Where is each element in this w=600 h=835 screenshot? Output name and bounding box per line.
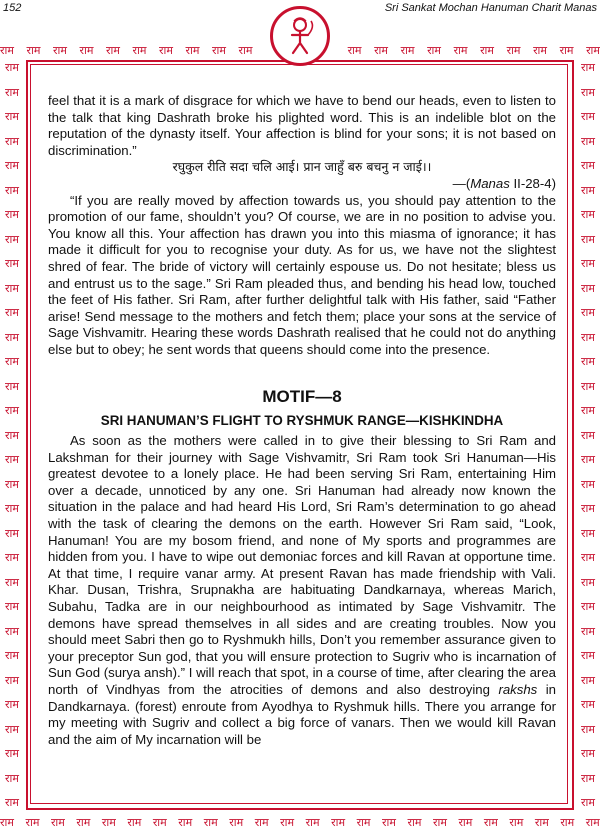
border-word: राम xyxy=(581,526,595,540)
border-word: राम xyxy=(26,43,41,57)
border-word: राम xyxy=(0,815,14,829)
border-word: राम xyxy=(581,183,595,197)
border-word: राम xyxy=(533,43,547,57)
border-word: राम xyxy=(53,43,67,57)
border-word: राम xyxy=(79,43,94,57)
border-word: राम xyxy=(432,815,447,829)
border-word: राम xyxy=(382,815,396,829)
border-word: राम xyxy=(101,815,116,829)
border-word: राम xyxy=(5,771,19,785)
border-word: राम xyxy=(581,575,595,589)
border-word: राम xyxy=(238,43,253,57)
border-word: राम xyxy=(5,404,19,417)
border-word: राम xyxy=(5,649,19,662)
border-word: राम xyxy=(581,404,595,417)
border-word: राम xyxy=(581,600,595,613)
section-title: MOTIF—8 xyxy=(262,386,342,406)
border-word: राम xyxy=(581,502,595,515)
border-word: राम xyxy=(0,43,14,57)
border-word: राम xyxy=(581,747,595,760)
border-word: राम xyxy=(560,815,575,829)
border-word: राम xyxy=(534,815,549,829)
border-word: राम xyxy=(5,232,19,246)
border-word: राम xyxy=(5,183,19,197)
border-word: राम xyxy=(212,43,226,57)
border-word: राम xyxy=(581,796,595,809)
border-word: राम xyxy=(581,624,595,638)
border-word: राम xyxy=(581,134,595,148)
border-word: राम xyxy=(5,208,19,221)
border-word: राम xyxy=(581,453,595,466)
border-word: राम xyxy=(407,815,422,829)
running-title: Sri Sankat Mochan Hanuman Charit Manas xyxy=(384,2,597,14)
paragraph: feel that it is a mark of disgrace for which we have to bend our heads, even to listen to the talk that king Dashrath broke his plighted word. This is an indelible blot on the reputation of the dynasty itself. Your affection is blind for your sons; it is not based on discrimination.” xyxy=(48,93,556,158)
border-word: राम xyxy=(5,575,19,589)
border-word: राम xyxy=(5,477,19,491)
border-word: राम xyxy=(581,477,595,491)
border-word: राम xyxy=(586,43,600,57)
border-word: राम xyxy=(5,526,19,540)
border-word: राम xyxy=(581,232,595,246)
border-word: राम xyxy=(581,208,595,221)
border-word: राम xyxy=(5,379,19,393)
border-word: राम xyxy=(581,159,595,172)
border-word: राम xyxy=(5,796,19,809)
border-word: राम xyxy=(5,257,19,270)
border-word: राम xyxy=(132,43,147,57)
border-word: राम xyxy=(506,43,521,57)
border-word: राम xyxy=(203,815,218,829)
border-word: राम xyxy=(5,453,19,466)
border-word: राम xyxy=(427,43,441,57)
border-word: राम xyxy=(5,330,19,344)
border-word: राम xyxy=(581,257,595,270)
border-word: राम xyxy=(305,815,320,829)
page-number: 152 xyxy=(3,2,22,14)
section-subtitle: SRI HANUMAN’S FLIGHT TO RYSHMUK RANGE—KISHKINDHA xyxy=(100,412,504,428)
border-left xyxy=(0,60,24,810)
border-word: राम xyxy=(254,815,269,829)
border-word: राम xyxy=(581,281,595,295)
border-word: राम xyxy=(5,85,19,99)
border-word: राम xyxy=(5,428,19,442)
border-word: राम xyxy=(581,110,595,123)
border-word: राम xyxy=(581,61,595,74)
border-word: राम xyxy=(356,815,371,829)
border-word: राम xyxy=(5,281,19,295)
border-word: राम xyxy=(106,43,120,57)
border-word: राम xyxy=(581,85,595,99)
border-word: राम xyxy=(5,110,19,123)
border-word: राम xyxy=(509,815,524,829)
border-word: राम xyxy=(581,551,595,564)
border-word: राम xyxy=(483,815,498,829)
border-word: राम xyxy=(5,134,19,148)
border-word: राम xyxy=(480,43,494,57)
hanuman-emblem-icon xyxy=(270,6,330,66)
border-word: राम xyxy=(581,722,595,736)
border-word: राम xyxy=(152,815,167,829)
border-word: राम xyxy=(347,43,362,57)
border-word: राम xyxy=(76,815,91,829)
border-word: राम xyxy=(185,43,200,57)
border-word: राम xyxy=(5,551,19,564)
border-word: राम xyxy=(178,815,193,829)
border-word: राम xyxy=(581,379,595,393)
border-word: राम xyxy=(5,747,19,760)
border-word: राम xyxy=(5,600,19,613)
border-word: राम xyxy=(5,502,19,515)
paragraph: As soon as the mothers were called in to give their blessing to Sri Ram and Lakshman for their journey with Sage Vishvamitr, Sri Ram took Sri Hanuman—His greatest devotee to a lonely place. He had been serving Sri Ram, entertaining Him over a decade, unnoticed by any one. Sri Hanuman had already now known the situation in the palace and had heard His Lord, Sri Ram’s determination to go ahead with the task of clearing the demons on the earth. However Sri Ram said, “Look, Hanuman! You are my bosom friend, and none of My sports and programmes are hidden from you. I have to wipe out demoniac forces and kill Ravan at opportune time. At that time, I require vanar army. At present Ravan has made friendship with Vali. Khar. Dusan, Trishra, Srupnakha are habituating Dandkarnaya, whereas Marich, Subahu, Tadka are in our neighbourhood as intimated by Sage Vishvamitr. The demons have spread themselves in all sides and are creating troubles. Now you should meet Sabri then go to Ryshmukh hills, Don’t you remember assurance given to your preceptor Sun god, that you will ensure protection to Sugriv who is incarnation of Sun God (surya ansh).” I will reach that spot, in a course of time, after clearing the area north of Vindhyas from the atrocities of demons and also destroying rakshs in Dandkarnaya. (forest) enroute from Ayodhya to Ryshmuk hills. There you arrange for my meeting with Sugriv and collect a big force of vanars. Then we would kill Ravan and the aim of My incarnation will be xyxy=(48,433,556,747)
border-word: राम xyxy=(5,61,19,74)
border-word: राम xyxy=(400,43,415,57)
border-word: राम xyxy=(581,355,595,368)
border-word: राम xyxy=(581,330,595,344)
border-word: राम xyxy=(5,624,19,638)
border-right xyxy=(576,60,600,810)
border-word: राम xyxy=(5,673,19,687)
border-word: राम xyxy=(5,159,19,172)
border-word: राम xyxy=(585,815,600,829)
border-bottom xyxy=(0,810,600,834)
border-word: राम xyxy=(159,43,173,57)
border-word: राम xyxy=(581,698,595,711)
border-word: राम xyxy=(374,43,388,57)
border-word: राम xyxy=(581,306,595,319)
border-word: राम xyxy=(25,815,40,829)
border-word: राम xyxy=(581,673,595,687)
border-word: राम xyxy=(127,815,142,829)
border-word: राम xyxy=(5,722,19,736)
page-body xyxy=(48,93,556,748)
border-word: राम xyxy=(581,649,595,662)
paragraph: “If you are really moved by affection towards us, you should pay attention to the promotion of our fame, shouldn’t you? Of course, we are in no position to advise you. You know all this. Your affection has drawn you into this miasma of ignorance; it has made it difficult for you to recognise your duty. As for us, we have not the slightest shred of fear. The bride of victory will certainly espouse us. Do not hesitate; bless us and entrust us to the sage.” Sri Ram pleaded thus, and bending his head low, touched the feet of His father. Sri Ram, after further delightful talk with His father, said “Father arise! Send message to the mothers and fetch them; place your sons at the service of Sage Vishvamitr. Hearing these words Dashrath realised that he could not do anything else but to obey; he sent words that queens should come into the presence. xyxy=(48,192,556,357)
border-word: राम xyxy=(458,815,473,829)
border-word: राम xyxy=(453,43,468,57)
border-word: राम xyxy=(559,43,574,57)
border-word: राम xyxy=(581,771,595,785)
border-word: राम xyxy=(5,355,19,368)
border-word: राम xyxy=(229,815,244,829)
border-word: राम xyxy=(581,428,595,442)
verse-reference: —(Manas II-28-4) xyxy=(452,175,556,191)
border-word: राम xyxy=(5,698,19,711)
border-word: राम xyxy=(280,815,295,829)
border-word: राम xyxy=(50,815,65,829)
border-word: राम xyxy=(5,306,19,319)
verse: रघुकुल रीति सदा चलि आई। प्रान जाहुँ बरु बचनु न जाई।। xyxy=(172,159,432,175)
border-word: राम xyxy=(331,815,346,829)
